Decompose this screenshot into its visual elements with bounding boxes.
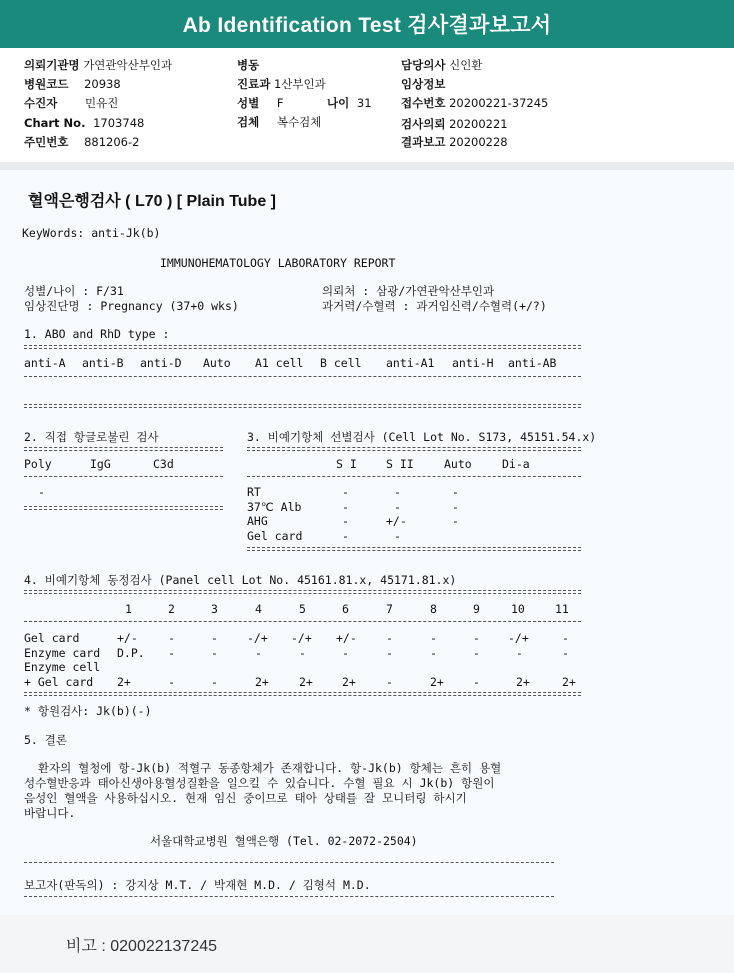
screen-row-label: 37℃ Alb bbox=[247, 500, 302, 514]
abo-col: B cell bbox=[320, 356, 362, 370]
screen-col: S I bbox=[336, 457, 357, 471]
request-value: 20200221 bbox=[449, 117, 508, 131]
screen-row-label: Gel card bbox=[247, 529, 303, 543]
panel-cell: - bbox=[168, 646, 175, 660]
screen-cell: - bbox=[342, 485, 349, 499]
resident-value: 881206-2 bbox=[84, 135, 140, 149]
remark: 비고 : 020022137245 bbox=[66, 938, 218, 955]
panel-row-label: Gel card bbox=[24, 631, 80, 645]
panel-cell: - bbox=[562, 631, 569, 645]
patient-info-panel bbox=[0, 48, 734, 163]
panel-cell: 2+ bbox=[255, 675, 269, 689]
panel-row-label: + Gel card bbox=[24, 675, 94, 689]
dat-col: Poly bbox=[24, 457, 52, 471]
panel-col: 6 bbox=[342, 602, 349, 616]
panel-cell: - bbox=[168, 631, 175, 645]
hospital-label: 의뢰기관명 bbox=[24, 58, 80, 72]
panel-cell: - bbox=[473, 675, 480, 689]
divider bbox=[0, 162, 734, 170]
specimen-label: 검체 bbox=[237, 115, 260, 129]
panel-col: 8 bbox=[430, 602, 437, 616]
report-value: 20200228 bbox=[449, 135, 508, 149]
section-title: 혈액은행검사 ( L70 ) [ Plain Tube ] bbox=[28, 193, 277, 210]
chart-value: 1703748 bbox=[93, 116, 145, 130]
rule bbox=[24, 376, 581, 377]
panel-cell: 2+ bbox=[562, 675, 576, 689]
panel-cell: 2+ bbox=[430, 675, 444, 689]
panel-col: 10 bbox=[511, 602, 525, 616]
sex-value: F bbox=[276, 96, 284, 110]
panel-cell: - bbox=[386, 675, 393, 689]
screen-cell: - bbox=[452, 514, 459, 528]
panel-title: 4. 비예기항체 동정검사 (Panel cell Lot No. 45161.81.x, 45171.81.x) bbox=[24, 573, 457, 587]
screen-cell: - bbox=[394, 485, 401, 499]
panel-col: 9 bbox=[473, 602, 480, 616]
abo-title: 1. ABO and RhD type : bbox=[24, 327, 170, 341]
report-header bbox=[0, 0, 734, 48]
screen-row-label: AHG bbox=[247, 514, 268, 528]
abo-col: anti-A1 bbox=[386, 356, 435, 370]
panel-row-label: Enzyme card bbox=[24, 646, 101, 660]
panel-cell: -/+ bbox=[291, 631, 312, 645]
panel-col: 1 bbox=[125, 602, 132, 616]
dat-title: 2. 직접 항글로불린 검사 bbox=[24, 430, 159, 444]
conclusion-title: 5. 결론 bbox=[24, 733, 67, 747]
panel-cell: - bbox=[473, 646, 480, 660]
patient-value: 민유진 bbox=[84, 96, 119, 110]
rule bbox=[24, 447, 223, 451]
panel-cell: - bbox=[342, 646, 349, 660]
rule bbox=[247, 476, 581, 477]
abo-col: anti-AB bbox=[508, 356, 557, 370]
panel-cell: - bbox=[211, 675, 218, 689]
panel-cell: - bbox=[299, 646, 306, 660]
panel-col: 5 bbox=[299, 602, 306, 616]
rule bbox=[24, 476, 223, 477]
conclusion-line: 성수혈반응과 태아신생아용혈성질환을 일으킬 수 있습니다. 수혈 필요 시 Jk(b) 항원이 bbox=[24, 776, 495, 790]
screen-cell: - bbox=[342, 514, 349, 528]
diagnosis: 임상진단명 : Pregnancy (37+0 wks) bbox=[24, 299, 239, 313]
screen-cell: - bbox=[394, 500, 401, 514]
conclusion-line: 바랍니다. bbox=[24, 806, 76, 820]
code-label: 병원코드 bbox=[24, 77, 69, 91]
abo-col: Auto bbox=[203, 356, 231, 370]
panel-cell: - bbox=[168, 675, 175, 689]
history: 과거력/수혈력 : 과거임신력/수혈력(+/?) bbox=[322, 299, 547, 313]
dept-value: 1산부인과 bbox=[273, 77, 326, 91]
panel-cell: - bbox=[386, 646, 393, 660]
footer bbox=[0, 915, 734, 973]
panel-cell: 2+ bbox=[299, 675, 313, 689]
code-value: 20938 bbox=[84, 77, 121, 91]
abo-col: anti-H bbox=[452, 356, 494, 370]
doctor-value: 신인환 bbox=[449, 58, 483, 72]
hospital-value: 가연관악산부인과 bbox=[83, 58, 173, 72]
lab-title: IMMUNOHEMATOLOGY LABORATORY REPORT bbox=[160, 256, 396, 270]
ward-label: 병동 bbox=[237, 58, 260, 72]
age-label: 나이 bbox=[327, 96, 350, 110]
rule bbox=[24, 621, 581, 622]
screen-cell: - bbox=[394, 529, 401, 543]
panel-cell: D.P. bbox=[117, 646, 145, 660]
panel-col: 3 bbox=[211, 602, 218, 616]
panel-col: 2 bbox=[168, 602, 175, 616]
rule bbox=[24, 896, 554, 897]
conclusion-line: 음성인 혈액을 사용하십시오. 현재 임신 중이므로 태아 상태를 잘 모니터링 하시기 bbox=[24, 791, 467, 805]
antigen-test: * 항원검사: Jk(b)(-) bbox=[24, 704, 152, 718]
conclusion-line: 환자의 혈청에 항-Jk(b) 적혈구 동종항체가 존재합니다. 항-Jk(b) 항체는 흔히 용혈 bbox=[24, 761, 502, 775]
panel-cell: -/+ bbox=[247, 631, 268, 645]
dat-col: IgG bbox=[90, 457, 111, 471]
specimen-value: 복수검체 bbox=[276, 115, 322, 129]
panel-cell: -/+ bbox=[508, 631, 529, 645]
rule bbox=[24, 590, 581, 594]
screen-cell: - bbox=[452, 500, 459, 514]
report-body bbox=[0, 170, 734, 915]
abo-col: anti-D bbox=[140, 356, 182, 370]
panel-col: 7 bbox=[386, 602, 393, 616]
panel-cell: - bbox=[430, 631, 437, 645]
panel-cell: +/- bbox=[117, 631, 138, 645]
screen-cell: - bbox=[342, 500, 349, 514]
receipt-value: 20200221-37245 bbox=[449, 96, 549, 110]
doctor-label: 담당의사 bbox=[401, 58, 446, 72]
rule bbox=[247, 547, 581, 551]
panel-row-label: Enzyme cell bbox=[24, 660, 101, 674]
age-value: 31 bbox=[356, 96, 372, 110]
screen-cell: - bbox=[342, 529, 349, 543]
abo-col: anti-A bbox=[24, 356, 66, 370]
request-label: 검사의뢰 bbox=[401, 117, 446, 131]
screen-col: S II bbox=[386, 457, 414, 471]
requester: 의뢰처 : 삼광/가연관악산부인과 bbox=[322, 284, 495, 298]
keywords: KeyWords: anti-Jk(b) bbox=[22, 226, 161, 240]
resident-label: 주민번호 bbox=[24, 135, 69, 149]
panel-cell: - bbox=[473, 631, 480, 645]
dat-col: C3d bbox=[153, 457, 174, 471]
reporters: 보고자(판독의) : 강지상 M.T. / 박재현 M.D. / 김형석 M.D. bbox=[24, 878, 371, 892]
rule bbox=[24, 404, 581, 408]
panel-cell: - bbox=[386, 631, 393, 645]
panel-cell: - bbox=[211, 631, 218, 645]
patient-label: 수진자 bbox=[24, 96, 58, 110]
abo-col: anti-B bbox=[82, 356, 124, 370]
panel-cell: - bbox=[430, 646, 437, 660]
screen-col: Di-a bbox=[502, 457, 530, 471]
rule bbox=[247, 447, 581, 451]
report-label: 결과보고 bbox=[401, 135, 446, 149]
clinical-label: 임상정보 bbox=[401, 77, 446, 91]
rule bbox=[24, 506, 223, 510]
screen-col: Auto bbox=[444, 457, 472, 471]
panel-cell: - bbox=[562, 646, 569, 660]
sex-label: 성별 bbox=[237, 96, 260, 110]
screen-cell: - bbox=[452, 485, 459, 499]
sex-age: 성별/나이 : F/31 bbox=[24, 284, 124, 298]
panel-cell: 2+ bbox=[342, 675, 356, 689]
panel-col: 11 bbox=[555, 602, 569, 616]
panel-cell: 2+ bbox=[516, 675, 530, 689]
blood-bank-contact: 서울대학교병원 혈액은행 (Tel. 02-2072-2504) bbox=[150, 834, 418, 848]
panel-cell: +/- bbox=[336, 631, 357, 645]
rule bbox=[24, 862, 554, 863]
abo-col: A1 cell bbox=[255, 356, 304, 370]
panel-col: 4 bbox=[255, 602, 262, 616]
rule bbox=[24, 345, 581, 349]
rule bbox=[24, 692, 581, 696]
screen-title: 3. 비예기항체 선별검사 (Cell Lot No. S173, 45151.54.x) bbox=[247, 430, 597, 444]
report-title: Ab Identification Test 검사결과보고서 bbox=[182, 14, 552, 37]
screen-cell: +/- bbox=[386, 514, 407, 528]
dat-value: - bbox=[38, 485, 45, 499]
dept-label: 진료과 bbox=[237, 77, 271, 91]
screen-row-label: RT bbox=[247, 485, 261, 499]
receipt-label: 접수번호 bbox=[401, 96, 446, 110]
panel-cell: - bbox=[516, 646, 523, 660]
panel-cell: 2+ bbox=[117, 675, 131, 689]
chart-label: Chart No. bbox=[24, 116, 86, 130]
panel-cell: - bbox=[211, 646, 218, 660]
panel-cell: - bbox=[255, 646, 262, 660]
